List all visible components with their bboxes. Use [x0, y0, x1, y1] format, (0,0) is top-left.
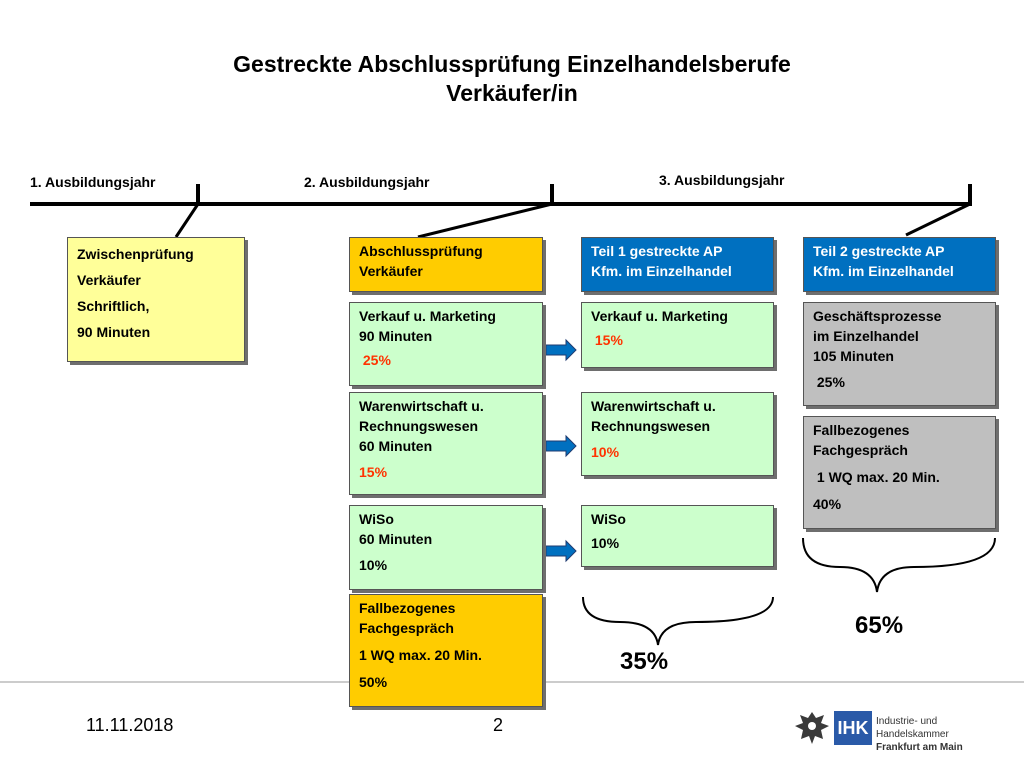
teil1-warenwirtschaft-subject-1: Warenwirtschaft u. [591, 398, 716, 414]
zwischenpruefung-duration: 90 Minuten [77, 324, 151, 340]
ap-warenwirtschaft-percent: 15% [359, 464, 388, 480]
teil1-warenwirtschaft-box [581, 392, 774, 476]
ap-warenwirtschaft-subject-2: Rechnungswesen [359, 418, 479, 434]
ap-fachgespraech-box [349, 594, 543, 707]
teil1-verkauf-subject: Verkauf u. Marketing [591, 308, 728, 324]
ihk-logo [792, 706, 992, 753]
teil2-header-line2: Kfm. im Einzelhandel [813, 263, 954, 279]
footer-page-number: 2 [493, 715, 504, 735]
ihk-logo-mark: IHK [834, 711, 872, 745]
ihk-org-line2: Frankfurt am Main [876, 742, 963, 753]
zwischenpruefung-mode: Schriftlich, [77, 298, 150, 314]
brace-teil1 [583, 597, 773, 645]
teil2-fachgespraech-box [803, 416, 996, 529]
arrow-wiso [546, 541, 576, 561]
teil2-fachgespraech-percent: 40% [813, 496, 842, 512]
connector-teil2 [906, 204, 970, 235]
ihk-org-name [876, 715, 992, 754]
ap-wiso-box [349, 505, 543, 590]
zwischenpruefung-title: Zwischenprüfung [77, 246, 194, 262]
teil2-header [803, 237, 996, 292]
ap-wiso-percent: 10% [359, 557, 388, 573]
year-label-3: 3. Ausbildungsjahr [659, 172, 785, 188]
year-label-1: 1. Ausbildungsjahr [30, 174, 156, 190]
teil1-total: 35% [620, 648, 669, 675]
teil2-header-line1: Teil 2 gestreckte AP [813, 243, 945, 259]
teil2-geschaeftsprozesse-box [803, 302, 996, 406]
teil1-header [581, 237, 774, 292]
ihk-org-line1: Industrie- und Handelskammer [876, 716, 949, 740]
ap-verkauf-duration: 90 Minuten [359, 328, 433, 344]
teil1-verkauf-percent: 15% [591, 332, 623, 348]
teil2-geschaeftsprozesse-percent: 25% [813, 374, 845, 390]
ap-warenwirtschaft-box [349, 392, 543, 495]
teil2-fachgespraech-line2: Fachgespräch [813, 442, 908, 458]
ap-warenwirtschaft-duration: 60 Minuten [359, 438, 433, 454]
teil2-geschaeftsprozesse-line1: Geschäftsprozesse [813, 308, 942, 324]
ap-wiso-duration: 60 Minuten [359, 531, 433, 547]
abschlusspruefung-header-line1: Abschlussprüfung [359, 243, 483, 259]
teil2-fachgespraech-line1: Fallbezogenes [813, 422, 910, 438]
ap-verkauf-subject: Verkauf u. Marketing [359, 308, 496, 324]
ap-verkauf-box [349, 302, 543, 386]
teil2-geschaeftsprozesse-line2: im Einzelhandel [813, 328, 919, 344]
ap-wiso-subject: WiSo [359, 511, 394, 527]
teil1-wiso-subject: WiSo [591, 511, 626, 527]
title-line-2: Verkäufer/in [446, 80, 578, 106]
year-label-2: 2. Ausbildungsjahr [304, 174, 430, 190]
teil2-fachgespraech-duration: 1 WQ max. 20 Min. [813, 469, 940, 485]
teil1-wiso-percent: 10% [591, 535, 620, 551]
teil1-verkauf-box [581, 302, 774, 368]
teil1-warenwirtschaft-percent: 10% [591, 444, 620, 460]
abschlusspruefung-header [349, 237, 543, 292]
teil1-warenwirtschaft-subject-2: Rechnungswesen [591, 418, 711, 434]
title-line-1: Gestreckte Abschlussprüfung Einzelhandelsberufe [233, 51, 791, 77]
teil1-header-line1: Teil 1 gestreckte AP [591, 243, 723, 259]
teil1-wiso-box [581, 505, 774, 567]
abschlusspruefung-header-line2: Verkäufer [359, 263, 423, 279]
ap-fachgespraech-line2: Fachgespräch [359, 620, 454, 636]
teil1-header-line2: Kfm. im Einzelhandel [591, 263, 732, 279]
zwischenpruefung-box [67, 237, 245, 362]
arrow-verkauf [546, 340, 576, 360]
footer-date: 11.11.2018 [86, 715, 174, 735]
teil2-geschaeftsprozesse-duration: 105 Minuten [813, 348, 894, 364]
ap-fachgespraech-percent: 50% [359, 674, 388, 690]
teil2-total: 65% [855, 612, 904, 639]
zwischenpruefung-job: Verkäufer [77, 272, 141, 288]
eagle-icon [792, 706, 832, 750]
ap-fachgespraech-line1: Fallbezogenes [359, 600, 456, 616]
ap-verkauf-percent: 25% [359, 352, 391, 368]
connector-abschlusspruefung [418, 204, 552, 237]
ap-fachgespraech-duration: 1 WQ max. 20 Min. [359, 647, 482, 663]
arrow-warenwirtschaft [546, 436, 576, 456]
ap-warenwirtschaft-subject-1: Warenwirtschaft u. [359, 398, 484, 414]
connector-zwischenpruefung [176, 204, 198, 237]
brace-teil2 [803, 538, 995, 592]
